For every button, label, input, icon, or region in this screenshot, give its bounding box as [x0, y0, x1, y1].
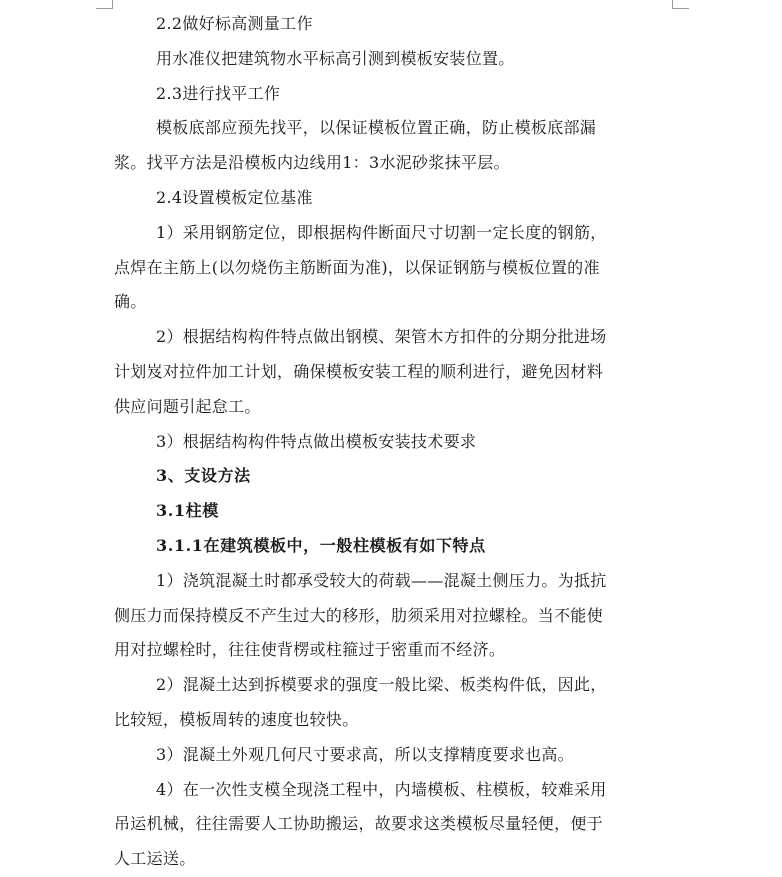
paragraph-line: 4）在一次性支模全现浇工程中，内墙模板、柱模板，较难采用 [156, 779, 607, 799]
paragraph-line: 2.3进行找平工作 [156, 83, 281, 103]
paragraph-line: 人工运送。 [114, 849, 196, 869]
paragraph-line: 确。 [114, 292, 147, 312]
paragraph-line: 浆。找平方法是沿模板内边线用1：3水泥砂浆抹平层。 [114, 153, 510, 173]
margin-corner-mark-left [96, 0, 113, 9]
paragraph-line: 2.2做好标高测量工作 [156, 14, 313, 33]
margin-corner-mark-right [672, 0, 689, 9]
section-heading-line: 3.1柱模 [156, 501, 219, 521]
paragraph-line: 3）混凝土外观几何尺寸要求高，所以支撑精度要求也高。 [156, 744, 574, 764]
paragraph-line: 1）浇筑混凝土时都承受较大的荷载——混凝土侧压力。为抵抗 [156, 570, 607, 590]
paragraph-line: 侧压力而保持模反不产生过大的移形，肋须采用对拉螺栓。当不能使 [114, 605, 604, 625]
paragraph-line: 供应问题引起怠工。 [114, 396, 261, 416]
paragraph-line: 3）根据结构构件特点做出模板安装技术要求 [156, 431, 477, 451]
document-body[interactable] [114, 7, 670, 877]
paragraph-line: 点焊在主筋上(以勿烧伤主筋断面为准)，以保证钢筋与模板位置的准 [114, 257, 600, 277]
paragraph-line: 2.4设置模板定位基准 [156, 187, 313, 207]
paragraph-line: 比较短，模板周转的速度也较快。 [114, 709, 359, 729]
paragraph-line: 计划岌对拉件加工计划，确保模板安装工程的顺利进行，避免因材料 [114, 361, 604, 381]
paragraph-line: 2）根据结构构件特点做出钢模、架管木方扣件的分期分批进场 [156, 327, 607, 347]
paragraph-line: 吊运机械，往往需要人工协助搬运，故要求这类模板尽量轻便，便于 [114, 814, 604, 834]
paragraph-line: 1）采用钢筋定位，即根据构件断面尺寸切割一定长度的钢筋， [156, 222, 607, 242]
section-heading-line: 3.1.1在建筑模板中，一般柱模板有如下特点 [156, 535, 486, 555]
section-heading-line: 3、支设方法 [156, 466, 251, 486]
paragraph-line: 用对拉螺栓时，往往使背楞或柱箍过于密重而不经济。 [114, 640, 506, 660]
paragraph-line: 2）混凝土达到拆模要求的强度一般比梁、板类构件低，因此， [156, 675, 607, 695]
paragraph-line: 模板底部应预先找平，以保证模板位置正确，防止模板底部漏 [156, 118, 597, 138]
paragraph-line: 用水准仪把建筑物水平标高引测到模板安装位置。 [156, 48, 515, 68]
